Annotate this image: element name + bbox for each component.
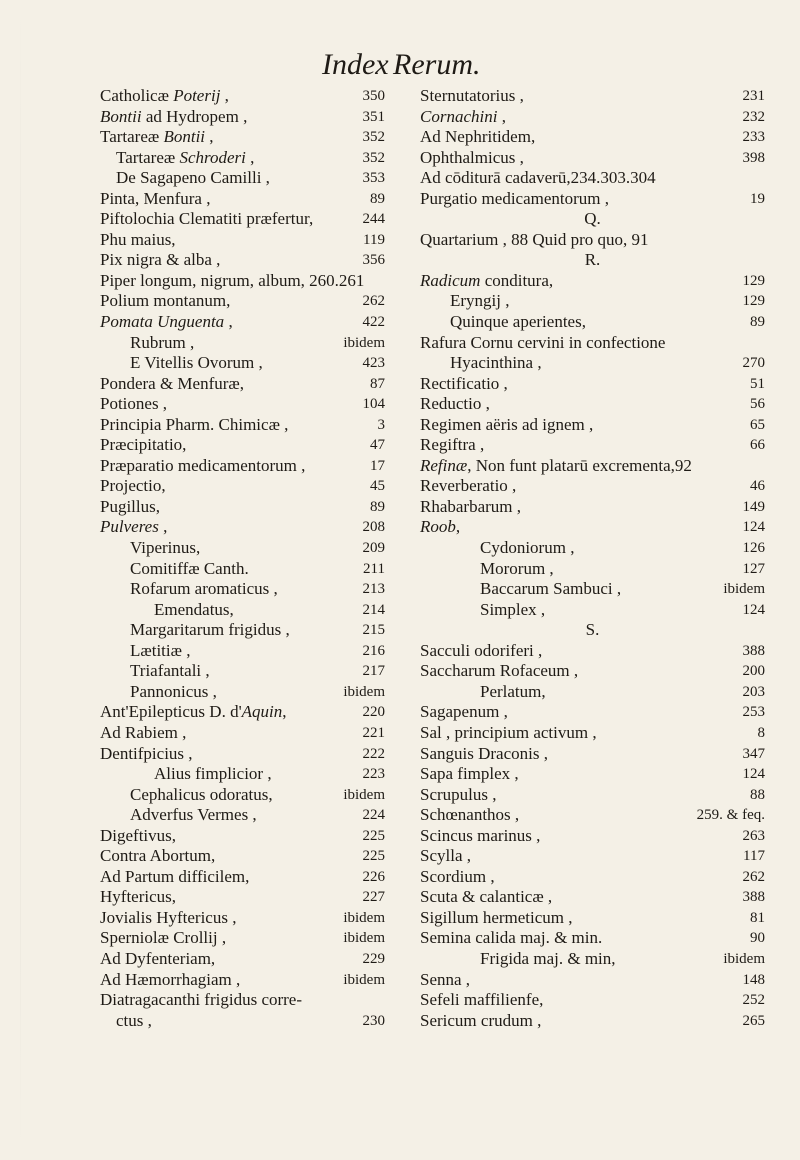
right-index-entry (420, 353, 765, 374)
entry-page-ref: 81 (750, 909, 765, 926)
entry-page-ref: 89 (750, 314, 765, 331)
entry-term: Præcipitatio, (100, 435, 187, 455)
entry-term: Lætitiæ , (130, 640, 191, 660)
left-index-entry (100, 661, 385, 682)
left-index-entry (100, 497, 385, 518)
index-column-left (100, 86, 385, 1031)
entry-term: Scordium , (420, 866, 495, 886)
right-index-entry (420, 374, 765, 395)
entry-term: Regimen aëris ad ignem , (420, 414, 594, 434)
left-index-entry (100, 538, 385, 559)
left-index-entry (100, 682, 385, 703)
entry-term: Quartarium , 88 Quid pro quo, 91 (420, 229, 649, 249)
entry-term: Schœnanthos , (420, 805, 520, 825)
left-index-entry (100, 723, 385, 744)
left-index-entry (100, 559, 385, 580)
entry-page-ref: 203 (742, 683, 765, 700)
entry-term: Sternutatorius , (420, 86, 524, 105)
entry-page-ref: 227 (362, 889, 385, 906)
left-index-entry (100, 641, 385, 662)
entry-term: Catholicæ Poterij , (100, 86, 229, 105)
entry-term: Potiones , (100, 394, 168, 414)
right-index-entry (420, 764, 765, 785)
entry-page-ref: 89 (370, 190, 385, 207)
entry-page-ref: 211 (363, 560, 385, 577)
right-index-entry (420, 538, 765, 559)
right-index-entry (420, 168, 765, 189)
entry-term: Dentifpicius , (100, 743, 193, 763)
right-index-entry (420, 148, 765, 169)
entry-page-ref: 270 (742, 355, 765, 372)
entry-term: Cydoniorum , (480, 538, 575, 558)
left-index-entry (100, 271, 385, 292)
entry-term: Rafura Cornu cervini in confectione (420, 332, 666, 352)
right-index-entry (420, 189, 765, 210)
left-index-entry (100, 86, 385, 107)
entry-term: E Vitellis Ovorum , (130, 353, 263, 373)
entry-term: Sigillum hermeticum , (420, 907, 573, 927)
entry-page-ref: 224 (362, 807, 385, 824)
entry-page-ref: 56 (750, 396, 765, 413)
left-index-entry (100, 846, 385, 867)
entry-page-ref: ibidem (343, 334, 385, 351)
running-header (0, 48, 800, 88)
entry-page-ref: 262 (742, 868, 765, 885)
entry-term: Cornachini , (420, 106, 506, 126)
entry-term: Ad Rabiem , (100, 722, 187, 742)
entry-term: Sperniolæ Crollij , (100, 928, 227, 948)
entry-term: Reductio , (420, 394, 490, 414)
entry-term: Scylla , (420, 846, 471, 866)
left-index-entry (100, 970, 385, 991)
left-index-entry (100, 415, 385, 436)
entry-term: Principia Pharm. Chimicæ , (100, 414, 289, 434)
right-index-entry (420, 1011, 765, 1032)
right-index-entry (420, 250, 765, 271)
left-index-entry (100, 867, 385, 888)
entry-page-ref: 388 (742, 889, 765, 906)
entry-page-ref: ibidem (343, 683, 385, 700)
entry-page-ref: 350 (362, 88, 385, 104)
entry-term: Phu maius, (100, 229, 176, 249)
right-index-entry (420, 887, 765, 908)
entry-page-ref: 117 (743, 848, 765, 865)
entry-term: Pomata Unguenta , (100, 312, 233, 332)
entry-term: Quinque aperientes, (450, 312, 586, 332)
entry-term: Sal , principium activum , (420, 722, 597, 742)
right-index-entry (420, 682, 765, 703)
entry-term: Q. (584, 209, 601, 229)
right-index-entry (420, 867, 765, 888)
entry-term: Eryngij , (450, 291, 510, 311)
entry-term: Hyacinthina , (450, 353, 542, 373)
entry-page-ref: 253 (742, 704, 765, 721)
entry-page-ref: 213 (362, 581, 385, 598)
left-index-entry (100, 702, 385, 723)
entry-page-ref: 215 (362, 622, 385, 639)
left-index-entry (100, 826, 385, 847)
entry-term: Piftolochia Clematiti præfertur, (100, 209, 314, 229)
entry-page-ref: 127 (742, 560, 765, 577)
entry-term: Ad Partum difficilem, (100, 866, 250, 886)
entry-term: Viperinus, (130, 538, 201, 558)
page-fold-shadow (20, 0, 21, 1160)
entry-page-ref: 352 (362, 129, 385, 146)
left-index-entry (100, 990, 385, 1011)
right-index-entry (420, 805, 765, 826)
entry-term: Emendatus, (154, 599, 234, 619)
entry-page-ref: 119 (363, 231, 385, 248)
entry-term: Alius fimplicior , (154, 764, 272, 784)
left-index-entry (100, 374, 385, 395)
left-index-entry (100, 456, 385, 477)
entry-term: Pugillus, (100, 496, 160, 516)
left-index-entry (100, 600, 385, 621)
entry-page-ref: 225 (362, 827, 385, 844)
entry-page-ref: 89 (370, 498, 385, 515)
entry-page-ref: 352 (362, 149, 385, 166)
entry-page-ref: 423 (362, 355, 385, 372)
entry-page-ref: 262 (362, 293, 385, 310)
entry-term: Tartareæ Bontii , (100, 127, 214, 147)
left-index-entry (100, 250, 385, 271)
entry-page-ref: ibidem (343, 786, 385, 803)
entry-term: Sapa fimplex , (420, 764, 519, 784)
entry-page-ref: ibidem (723, 950, 765, 967)
entry-page-ref: 208 (362, 519, 385, 536)
right-index-entry (420, 579, 765, 600)
entry-term: Sanguis Draconis , (420, 743, 548, 763)
entry-term: Radicum conditura, (420, 270, 554, 290)
header-index: Index (322, 48, 389, 81)
entry-page-ref: 17 (370, 457, 385, 474)
entry-page-ref: 231 (742, 88, 765, 104)
entry-term: Margaritarum frigidus , (130, 620, 290, 640)
entry-page-ref: 209 (362, 540, 385, 557)
entry-page-ref: 104 (362, 396, 385, 413)
entry-term: Ad Hæmorrhagiam , (100, 969, 241, 989)
entry-page-ref: ibidem (343, 930, 385, 947)
left-index-entry (100, 805, 385, 826)
entry-page-ref: 19 (750, 190, 765, 207)
entry-page-ref: 148 (742, 971, 765, 988)
entry-term: Regiftra , (420, 435, 485, 455)
entry-term: Senna , (420, 969, 471, 989)
entry-term: Præparatio medicamentorum , (100, 455, 306, 475)
entry-page-ref: 221 (362, 724, 385, 741)
entry-page-ref: 226 (362, 868, 385, 885)
entry-term: ctus , (116, 1010, 152, 1030)
right-index-entry (420, 456, 765, 477)
entry-page-ref: 149 (742, 498, 765, 515)
entry-term: Scrupulus , (420, 784, 497, 804)
entry-page-ref: 388 (742, 642, 765, 659)
entry-page-ref: 66 (750, 437, 765, 454)
right-index-entry (420, 600, 765, 621)
left-index-entry (100, 312, 385, 333)
entry-page-ref: 398 (742, 149, 765, 166)
entry-term: Refinæ, Non funt platarū excrementa,92 (420, 455, 692, 475)
right-index-entry (420, 271, 765, 292)
left-index-entry (100, 744, 385, 765)
right-index-entry (420, 826, 765, 847)
entry-page-ref: 353 (362, 170, 385, 187)
entry-page-ref: 223 (362, 766, 385, 783)
entry-page-ref: 222 (362, 745, 385, 762)
entry-page-ref: 129 (742, 293, 765, 310)
entry-page-ref: 126 (742, 540, 765, 557)
right-index-entry (420, 928, 765, 949)
entry-term: Digeftivus, (100, 825, 177, 845)
entry-term: Hyftericus, (100, 887, 177, 907)
entry-term: Rubrum , (130, 332, 195, 352)
entry-term: Ant'Epilepticus D. d'Aquin, (100, 702, 287, 722)
entry-term: Roob, (420, 517, 461, 537)
entry-term: Scincus marinus , (420, 825, 541, 845)
right-index-entry (420, 86, 765, 107)
entry-page-ref: 124 (742, 601, 765, 618)
entry-page-ref: 124 (742, 519, 765, 536)
left-index-entry (100, 620, 385, 641)
right-index-entry (420, 394, 765, 415)
left-index-entry (100, 148, 385, 169)
entry-page-ref: 220 (362, 704, 385, 721)
entry-term: Ophthalmicus , (420, 147, 524, 167)
left-index-entry (100, 949, 385, 970)
entry-term: Jovialis Hyftericus , (100, 907, 237, 927)
right-index-entry (420, 990, 765, 1011)
right-index-entry (420, 415, 765, 436)
left-index-entry (100, 887, 385, 908)
left-index-entry (100, 785, 385, 806)
right-index-entry (420, 970, 765, 991)
entry-page-ref: 347 (742, 745, 765, 762)
entry-page-ref: 252 (742, 992, 765, 1009)
entry-term: Simplex , (480, 599, 546, 619)
entry-term: Ad Nephritidem, (420, 127, 536, 147)
entry-page-ref: 87 (370, 375, 385, 392)
left-index-entry (100, 579, 385, 600)
entry-page-ref: 124 (742, 766, 765, 783)
entry-page-ref: 259. & feq. (696, 807, 765, 824)
entry-term: Scuta & calanticæ , (420, 887, 553, 907)
entry-page-ref: ibidem (343, 909, 385, 926)
entry-page-ref: 229 (362, 950, 385, 967)
right-index-entry (420, 641, 765, 662)
entry-page-ref: 3 (377, 416, 385, 433)
right-index-entry (420, 291, 765, 312)
entry-term: Pinta, Menfura , (100, 188, 211, 208)
entry-term: Sericum crudum , (420, 1010, 542, 1030)
entry-term: Pondera & Menfuræ, (100, 373, 245, 393)
entry-page-ref: 51 (750, 375, 765, 392)
entry-term: Rhabarbarum , (420, 496, 522, 516)
right-index-entry (420, 209, 765, 230)
index-column-right (420, 86, 765, 1031)
left-index-entry (100, 333, 385, 354)
entry-term: Pannonicus , (130, 681, 217, 701)
left-index-entry (100, 435, 385, 456)
right-index-entry (420, 312, 765, 333)
left-index-entry (100, 209, 385, 230)
entry-term: Saccharum Rofaceum , (420, 661, 579, 681)
entry-term: R. (584, 250, 601, 270)
left-index-entry (100, 394, 385, 415)
entry-page-ref: 88 (750, 786, 765, 803)
entry-page-ref: 230 (362, 1012, 385, 1029)
left-index-entry (100, 127, 385, 148)
entry-term: Pulveres , (100, 517, 168, 537)
entry-term: Ad Dyfenteriam, (100, 948, 216, 968)
entry-term: Tartareæ Schroderi , (116, 147, 255, 167)
entry-page-ref: 351 (362, 108, 385, 125)
right-index-entry (420, 949, 765, 970)
entry-term: Reverberatio , (420, 476, 517, 496)
entry-term: Perlatum, (480, 681, 546, 701)
entry-term: Sagapenum , (420, 702, 508, 722)
entry-page-ref: 214 (362, 601, 385, 618)
entry-term: Rectificatio , (420, 373, 508, 393)
entry-term: De Sagapeno Camilli , (116, 168, 270, 188)
right-index-entry (420, 723, 765, 744)
entry-term: Triafantali , (130, 661, 210, 681)
entry-term: Frigida maj. & min, (480, 948, 616, 968)
left-index-entry (100, 291, 385, 312)
entry-term: Comitiffæ Canth. (130, 558, 249, 578)
entry-page-ref: 225 (362, 848, 385, 865)
entry-term: Mororum , (480, 558, 554, 578)
left-index-entry (100, 168, 385, 189)
right-index-entry (420, 497, 765, 518)
entry-term: Bontii ad Hydropem , (100, 106, 248, 126)
entry-term: Sacculi odoriferi , (420, 640, 543, 660)
entry-page-ref: 422 (362, 314, 385, 331)
entry-term: Purgatio medicamentorum , (420, 188, 610, 208)
entry-term: Sefeli maffilienfe, (420, 990, 544, 1010)
entry-term: Baccarum Sambuci , (480, 579, 622, 599)
entry-page-ref: 244 (362, 211, 385, 228)
entry-page-ref: 233 (742, 129, 765, 146)
right-index-entry (420, 702, 765, 723)
entry-page-ref: 65 (750, 416, 765, 433)
entry-page-ref: 8 (757, 724, 765, 741)
left-index-entry (100, 517, 385, 538)
entry-term: S. (585, 620, 600, 640)
right-index-entry (420, 846, 765, 867)
entry-page-ref: 265 (742, 1012, 765, 1029)
entry-term: Adverfus Vermes , (130, 805, 257, 825)
entry-page-ref: 46 (750, 478, 765, 495)
left-index-entry (100, 764, 385, 785)
entry-page-ref: 45 (370, 478, 385, 495)
left-index-entry (100, 230, 385, 251)
left-index-entry (100, 1011, 385, 1032)
left-index-entry (100, 189, 385, 210)
left-index-entry (100, 353, 385, 374)
entry-page-ref: 217 (362, 663, 385, 680)
left-index-entry (100, 908, 385, 929)
right-index-entry (420, 559, 765, 580)
entry-term: Piper longum, nigrum, album, 260.261 (100, 270, 365, 290)
entry-term: Cephalicus odoratus, (130, 784, 273, 804)
right-index-entry (420, 127, 765, 148)
entry-term: Pix nigra & alba , (100, 250, 221, 270)
right-index-entry (420, 230, 765, 251)
entry-page-ref: 216 (362, 642, 385, 659)
entry-term: Rofarum aromaticus , (130, 579, 278, 599)
left-index-entry (100, 928, 385, 949)
left-index-entry (100, 476, 385, 497)
right-index-entry (420, 476, 765, 497)
right-index-entry (420, 908, 765, 929)
entry-page-ref: 263 (742, 827, 765, 844)
right-index-entry (420, 744, 765, 765)
entry-page-ref: 232 (742, 108, 765, 125)
entry-page-ref: 47 (370, 437, 385, 454)
entry-term: Diatragacanthi frigidus corre- (100, 990, 303, 1010)
header-rerum: Rerum. (393, 48, 481, 81)
entry-term: Ad cōditurā cadaverū,234.303.304 (420, 168, 656, 188)
right-index-entry (420, 620, 765, 641)
right-index-entry (420, 435, 765, 456)
entry-term: Projectio, (100, 476, 166, 496)
right-index-entry (420, 517, 765, 538)
right-index-entry (420, 107, 765, 128)
entry-term: Polium montanum, (100, 291, 231, 311)
entry-term: Contra Abortum, (100, 846, 216, 866)
entry-page-ref: 90 (750, 930, 765, 947)
entry-term: Semina calida maj. & min. (420, 928, 603, 948)
entry-page-ref: 200 (742, 663, 765, 680)
right-index-entry (420, 661, 765, 682)
left-index-entry (100, 107, 385, 128)
right-index-entry (420, 785, 765, 806)
entry-page-ref: 129 (742, 272, 765, 289)
entry-page-ref: ibidem (343, 971, 385, 988)
entry-page-ref: ibidem (723, 581, 765, 598)
entry-page-ref: 356 (362, 252, 385, 269)
right-index-entry (420, 333, 765, 354)
